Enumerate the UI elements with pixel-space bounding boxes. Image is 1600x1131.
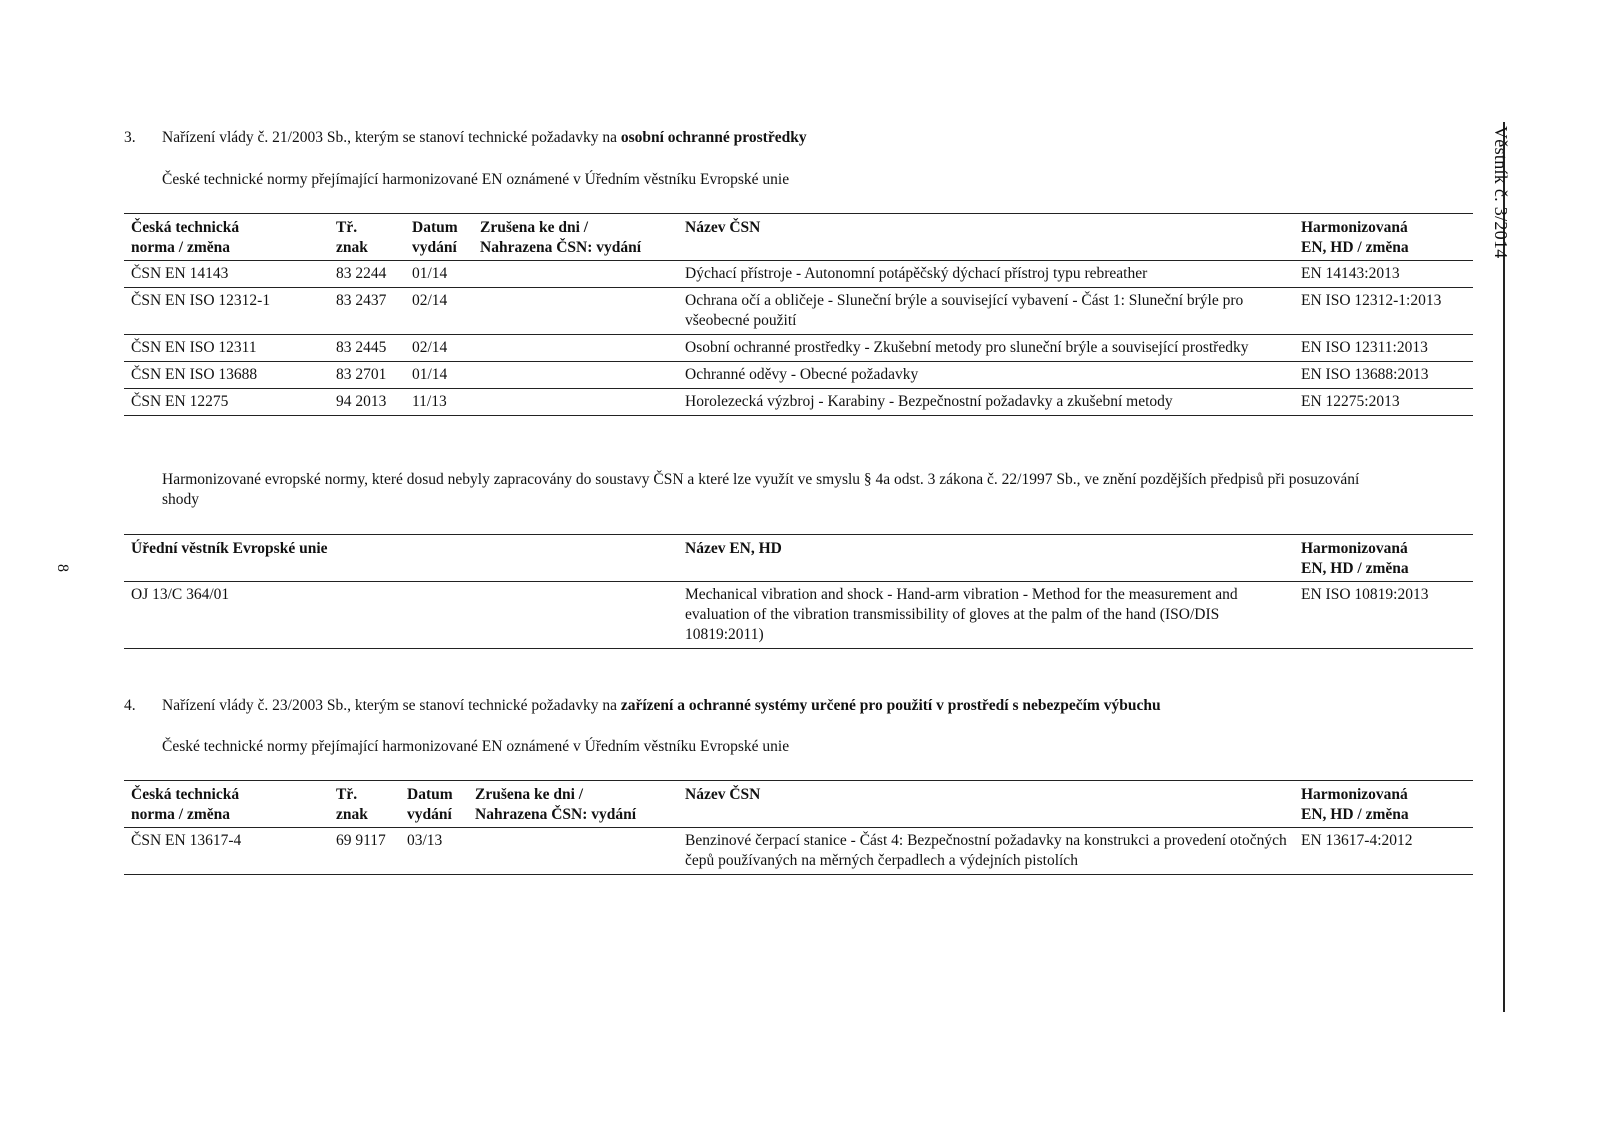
cell-harmonizovana: EN ISO 12311:2013 [1301,339,1428,356]
cell-znak: 69 9117 [336,832,386,849]
cell-nazev: Benzinové čerpací stanice - Část 4: Bezpečnostní požadavky na konstrukci a provedení otočných čepů používaných na měrných čerpadlech a výdejních pistolích [685,832,1287,869]
cell-harmonizovana: EN 12275:2013 [1301,393,1400,410]
col-header-znak [329,214,405,261]
cell-datum: 01/14 [412,366,448,383]
cell-zrusena [473,288,678,335]
cell-harmonizovana: EN 14143:2013 [1301,265,1400,282]
header-line: Název ČSN [685,786,761,803]
cell-znak: 83 2701 [336,366,387,383]
header-line: EN, HD / změna [1301,806,1409,823]
section-number: 4. [124,697,136,714]
header-line: EN, HD / změna [1301,560,1409,577]
table-row [124,389,1473,416]
header-line: Harmonizovaná [1301,540,1408,557]
cell-datum: 01/14 [412,265,448,282]
cell-norma: ČSN EN 12275 [131,393,229,410]
header-line: Název ČSN [685,219,761,236]
cell-datum: 11/13 [412,393,447,410]
header-line: Zrušena ke dni / [480,219,589,236]
section-number: 3. [124,129,136,146]
cell-zrusena [473,261,678,288]
header-line: Nahrazena ČSN: vydání [475,806,637,823]
cell-zrusena [468,828,678,875]
table-row [124,335,1473,362]
cell-norma: ČSN EN 14143 [131,265,229,282]
cell-nazev: Mechanical vibration and shock - Hand-arm vibration - Method for the measurement and evaluation of the vibration transmissibility of gloves at the palm of the hand (ISO/DIS 10819:2011) [685,586,1238,643]
page-number: 8 [54,564,71,572]
cell-harmonizovana: EN 13617-4:2012 [1301,832,1413,849]
header-line: Zrušena ke dni / [475,786,584,803]
header-line: Harmonizovaná [1301,786,1408,803]
cell-zrusena [473,335,678,362]
header-line: norma / změna [131,239,231,256]
table-header-row [124,781,1473,828]
table-header-row [124,535,1473,582]
col-header-zrusena [473,214,678,261]
table-row [124,582,1473,649]
cell-datum: 02/14 [412,339,448,356]
section-3-csn-table [124,213,1473,416]
header-line: Česká technická [131,219,240,236]
col-header-harmonizovana [1294,781,1473,828]
cell-nazev: Dýchací přístroje - Autonomní potápěčský dýchací přístroj typu rebreather [685,265,1148,282]
col-header-harmonizovana [1294,214,1473,261]
header-line: Datum [407,786,453,803]
cell-harmonizovana: EN ISO 13688:2013 [1301,366,1429,383]
cell-nazev: Ochranné oděvy - Obecné požadavky [685,366,919,383]
col-header-datum [405,214,473,261]
table-header-row [124,214,1473,261]
cell-norma: ČSN EN ISO 12311 [131,339,257,356]
section-title [162,128,807,148]
table-row [124,288,1473,335]
col-header-datum [400,781,468,828]
journal-header: Věstník č. 3/2014 [1491,126,1511,259]
header-line: EN, HD / změna [1301,239,1409,256]
section-title-bold: osobní ochranné prostředky [620,129,807,146]
col-header-nazev-en: Název EN, HD [685,540,782,557]
cell-nazev: Osobní ochranné prostředky - Zkušební metody pro sluneční brýle a související prostředky [685,339,1249,356]
col-header-harmonizovana [1294,535,1473,582]
cell-harmonizovana: EN ISO 12312-1:2013 [1301,292,1442,309]
col-header-norma [124,214,329,261]
table-row [124,261,1473,288]
col-header-zrusena [468,781,678,828]
section-title-text: Nařízení vlády č. 21/2003 Sb., kterým se stanoví technické požadavky na [162,129,621,146]
section-title-text: Nařízení vlády č. 23/2003 Sb., kterým se stanoví technické požadavky na [162,697,621,714]
cell-znak: 83 2244 [336,265,387,282]
section-4-subtitle: České technické normy přejímající harmonizované EN oznámené v Úředním věstníku Evropské unie [162,738,790,755]
table-row [124,362,1473,389]
cell-znak: 83 2445 [336,339,387,356]
col-header-znak [329,781,400,828]
header-line: vydání [412,239,457,256]
harmonized-note: Harmonizované evropské normy, které dosud nebyly zapracovány do soustavy ČSN a které lze využít ve smyslu § 4a odst. 3 zákona č. 22/1997 Sb., ve znění pozdějších předpisů při posuzování shody [162,471,1360,508]
col-header-norma [124,781,329,828]
cell-znak: 94 2013 [336,393,387,410]
header-line: Česká technická [131,786,240,803]
cell-norma: ČSN EN ISO 13688 [131,366,258,383]
col-header-nazev [678,214,1294,261]
cell-nazev: Ochrana očí a obličeje - Sluneční brýle a související vybavení - Část 1: Sluneční brýle pro všeobecné použití [685,292,1244,329]
col-header-nazev [678,781,1294,828]
cell-nazev: Horolezecká výzbroj - Karabiny - Bezpečnostní požadavky a zkušební metody [685,393,1173,410]
cell-datum: 03/13 [407,832,443,849]
section-3-oj-table [124,534,1473,649]
table-row [124,828,1473,875]
cell-zrusena [473,362,678,389]
col-header-vestnik: Úřední věstník Evropské unie [131,540,328,557]
section-4-csn-table [124,780,1473,875]
cell-harmonizovana: EN ISO 10819:2013 [1301,586,1429,603]
cell-vestnik: OJ 13/C 364/01 [131,586,230,603]
header-line: znak [336,239,368,256]
section-title [162,696,1161,716]
section-3-subtitle: České technické normy přejímající harmonizované EN oznámené v Úředním věstníku Evropské unie [162,171,790,188]
header-line: Tř. [336,219,358,236]
section-title-bold: zařízení a ochranné systémy určené pro použití v prostředí s nebezpečím výbuchu [620,697,1161,714]
header-line: Nahrazena ČSN: vydání [480,239,642,256]
cell-norma: ČSN EN 13617-4 [131,832,242,849]
cell-zrusena [473,389,678,416]
header-line: norma / změna [131,806,231,823]
header-line: Datum [412,219,458,236]
header-line: Tř. [336,786,358,803]
header-line: Harmonizovaná [1301,219,1408,236]
cell-znak: 83 2437 [336,292,387,309]
header-line: znak [336,806,368,823]
header-line: vydání [407,806,452,823]
cell-datum: 02/14 [412,292,448,309]
cell-norma: ČSN EN ISO 12312-1 [131,292,271,309]
